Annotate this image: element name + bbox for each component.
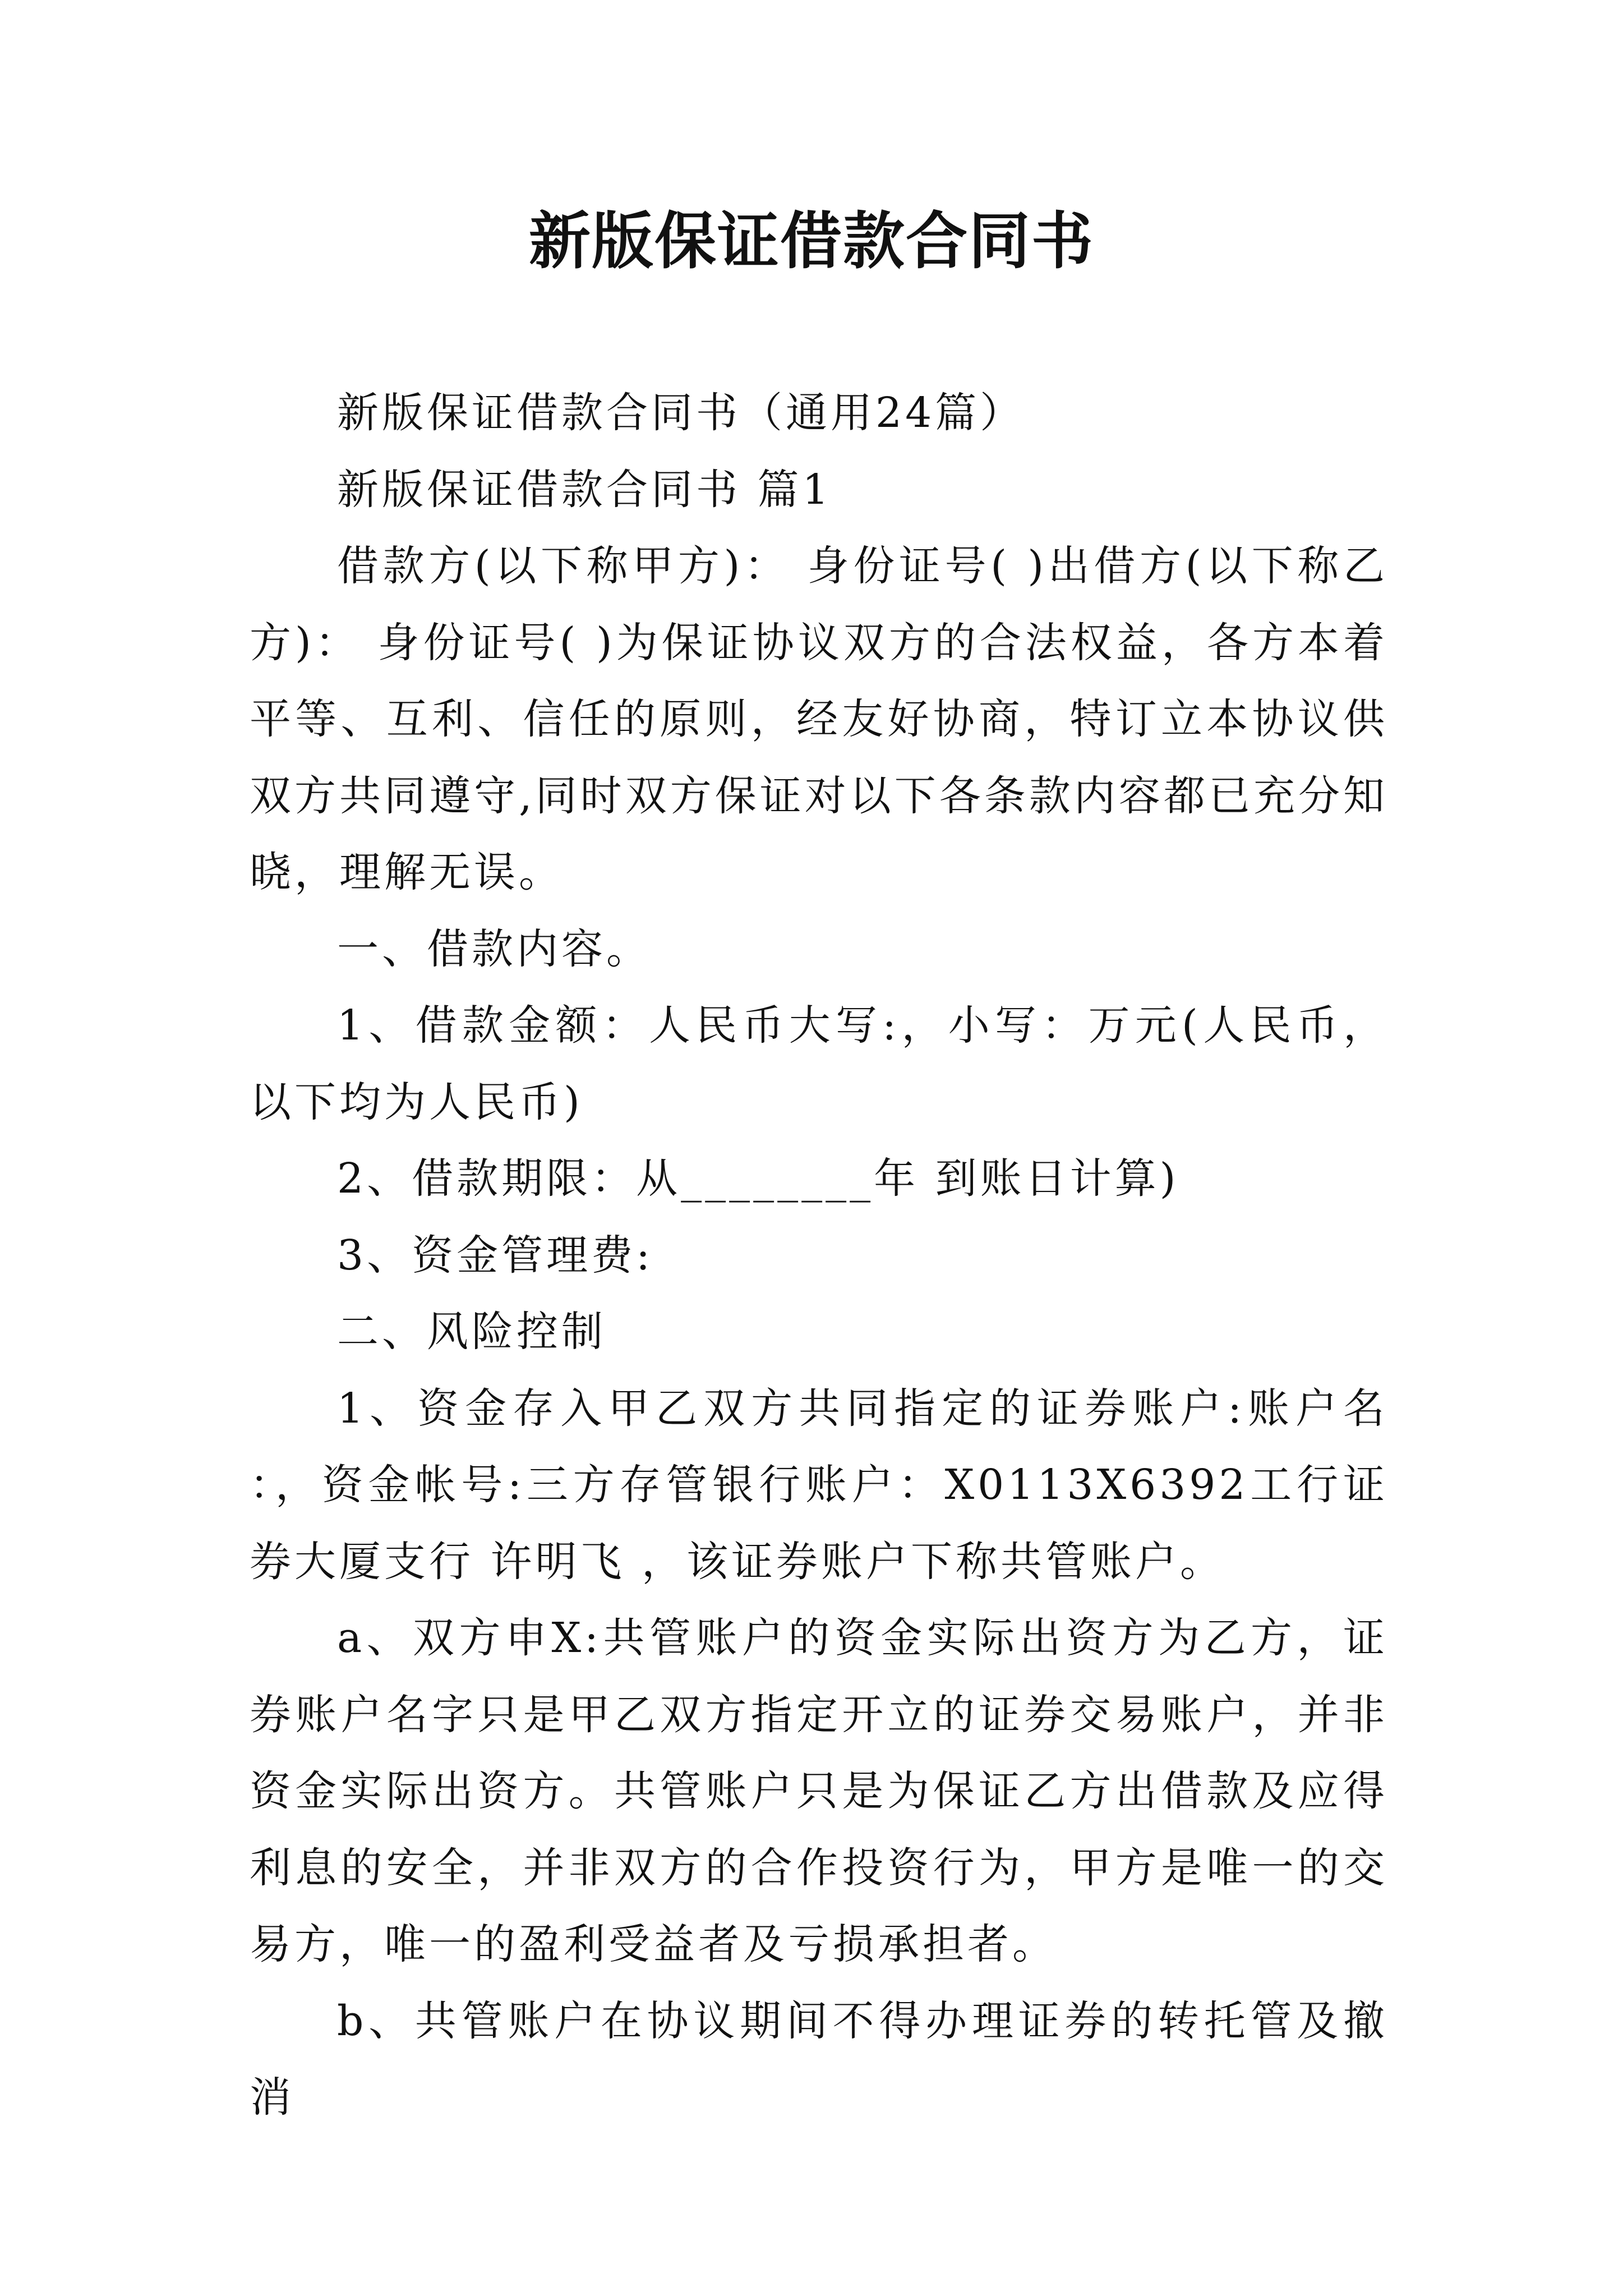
paragraph: 1、借款金额：人民币大写:，小写：万元(人民币，以下均为人民币) (250, 1001, 1388, 1126)
paragraph: b、共管账户在协议期间不得办理证券的转托管及撤消 (250, 1996, 1388, 2122)
document-body (250, 375, 1388, 2136)
paragraph: 新版保证借款合同书（通用24篇） (337, 389, 1025, 437)
paragraph: 3、资金管理费: (337, 1231, 654, 1280)
document-title: 新版保证借款合同书 (529, 205, 1094, 277)
paragraph: 新版保证借款合同书 篇1 (337, 465, 832, 514)
paragraph: 1、资金存入甲乙双方共同指定的证券账户:账户名 ：，资金帐号:三方存管银行账户：X0113X6392工行证券大厦支行 许明飞 ，该证券账户下称共管账户。 (250, 1384, 1388, 1586)
paragraph: 一、借款内容。 (337, 924, 651, 973)
paragraph: 二、风险控制 (337, 1308, 606, 1356)
paragraph: 2、借款期限：从________年 到账日计算) (337, 1154, 1179, 1203)
paragraph: a、双方申X:共管账户的资金实际出资方为乙方，证券账户名字只是甲乙双方指定开立的证券交易账户，并非资金实际出资方。共管账户只是为保证乙方出借款及应得利息的安全，并非双方的合作投资行为，甲方是唯一的交易方，唯一的盈利受益者及亏损承担者。 (250, 1614, 1388, 1968)
paragraph: 借款方(以下称甲方)： 身份证号( )出借方(以下称乙方)： 身份证号( )为保证协议双方的合法权益，各方本着平等、互利、信任的原则，经友好协商，特订立本协议供双方共同遵守,同时双方保证对以下各条款内容都已充分知晓，理解无误。 (250, 542, 1388, 896)
